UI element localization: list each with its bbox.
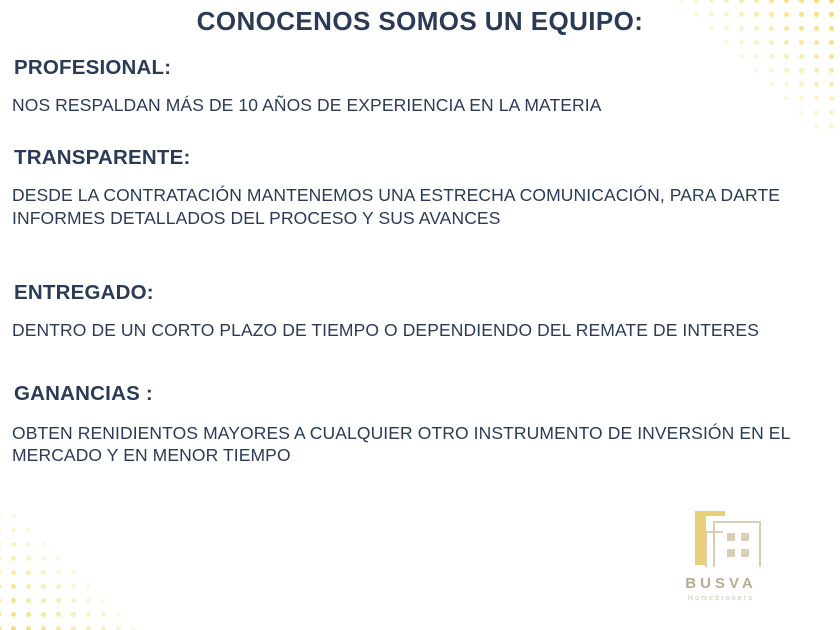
section-ganancias: [12, 382, 812, 467]
section-heading: TRANSPARENTE:: [14, 146, 191, 170]
section-profesional: [12, 56, 812, 116]
section-heading: PROFESIONAL:: [14, 56, 172, 79]
page-title: CONOCENOS SOMOS UN EQUIPO:: [196, 6, 644, 36]
dot-cluster-bottom-left-icon: [0, 510, 182, 630]
section-transparente: [12, 146, 812, 229]
section-heading: GANANCIAS :: [14, 381, 153, 405]
section-heading: ENTREGADO:: [14, 281, 154, 305]
section-body: DENTRO DE UN CORTO PLAZO DE TIEMPO O DEPENDIENDO DEL REMATE DE INTERES: [12, 320, 759, 341]
section-body: OBTEN RENIDIENTOS MAYORES A CUALQUIER OTRO INSTRUMENTO DE INVERSIÓN EN EL MERCADO Y EN MENOR TIEMPO: [12, 422, 790, 465]
logo: [656, 507, 786, 602]
content-body: [12, 52, 812, 470]
section-body: NOS RESPALDAN MÁS DE 10 AÑOS DE EXPERIENCIA EN LA MATERIA: [12, 95, 602, 115]
logo-name: BUSVA: [685, 575, 757, 592]
building-icon: [675, 507, 767, 569]
logo-tagline: Homebrokers: [687, 595, 755, 602]
section-body: DESDE LA CONTRATACIÓN MANTENEMOS UNA ESTRECHA COMUNICACIÓN, PARA DARTE INFORMES DETALLADOS DEL PROCESO Y SUS AVANCES: [12, 185, 781, 228]
section-entregado: [12, 281, 812, 341]
